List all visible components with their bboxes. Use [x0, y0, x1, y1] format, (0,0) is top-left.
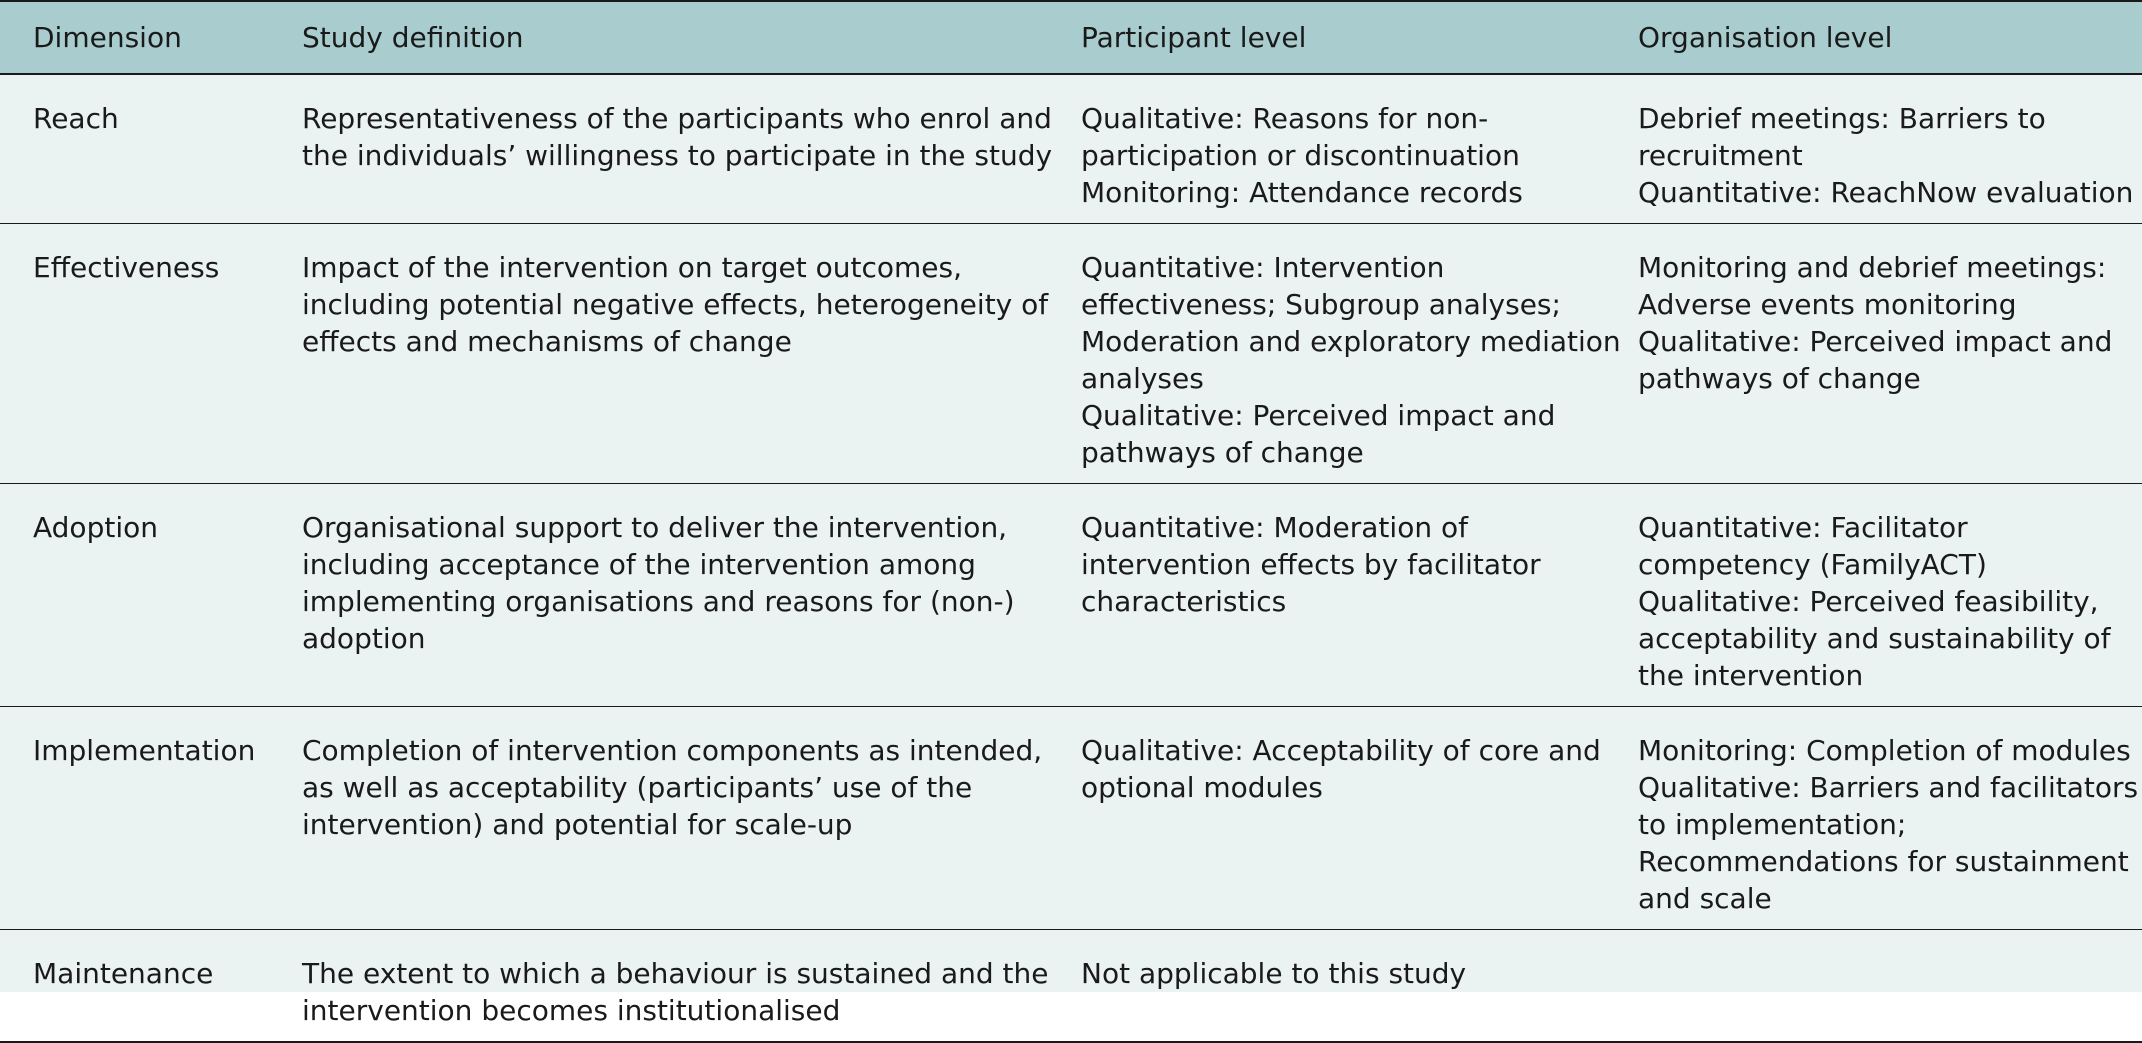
table-row-reach	[0, 74, 2142, 224]
cell-dimension: Effectiveness	[0, 224, 290, 484]
participant-item: Qualitative: Reasons for non-participation or discontinuation	[1081, 102, 1520, 172]
cell-participant-level	[1081, 707, 1635, 930]
cell-definition: Completion of intervention components as intended, as well as acceptability (participants’ use of the intervention) and potential for scale-up	[290, 707, 1081, 930]
header-organisation-level: Organisation level	[1635, 1, 2142, 74]
cell-definition: Organisational support to deliver the intervention, including acceptance of the intervention among implementing organisations and reasons for (non-) adoption	[290, 484, 1081, 707]
participant-item: Quantitative: Moderation of intervention effects by facilitator characteristics	[1081, 511, 1541, 618]
cell-dimension: Adoption	[0, 484, 290, 707]
cell-definition: Representativeness of the participants who enrol and the individuals’ willingness to participate in the study	[290, 74, 1081, 224]
header-study-definition: Study definition	[290, 1, 1081, 74]
organisation-item: Qualitative: Perceived impact and pathways of change	[1638, 325, 2113, 395]
organisation-item: Quantitative: Facilitator competency (FamilyACT)	[1638, 511, 1987, 581]
table-row-adoption	[0, 484, 2142, 707]
cell-definition: The extent to which a behaviour is sustained and the intervention becomes institutionalised	[290, 930, 1081, 1043]
participant-item: Qualitative: Acceptability of core and optional modules	[1081, 734, 1601, 804]
cell-organisation-level	[1635, 930, 2142, 1043]
cell-organisation-level	[1635, 707, 2142, 930]
table-body	[0, 74, 2142, 1042]
organisation-item: Qualitative: Barriers and facilitators to implementation; Recommendations for sustainment and scale	[1638, 771, 2139, 915]
organisation-item: Qualitative: Perceived feasibility, acceptability and sustainability of the intervention	[1638, 585, 2111, 692]
cell-definition: Impact of the intervention on target outcomes, including potential negative effects, heterogeneity of effects and mechanisms of change	[290, 224, 1081, 484]
cell-participant-level	[1081, 930, 1635, 1043]
participant-item: Quantitative: Intervention effectiveness; Subgroup analyses; Moderation and exploratory mediation analyses	[1081, 251, 1621, 395]
cell-dimension: Reach	[0, 74, 290, 224]
cell-participant-level	[1081, 484, 1635, 707]
cell-organisation-level	[1635, 224, 2142, 484]
cell-organisation-level	[1635, 484, 2142, 707]
table-row-effectiveness	[0, 224, 2142, 484]
organisation-item: Debrief meetings: Barriers to recruitment	[1638, 102, 2046, 172]
participant-item: Not applicable to this study	[1081, 957, 1467, 990]
header-participant-level: Participant level	[1081, 1, 1635, 74]
table-row-maintenance	[0, 930, 2142, 1043]
table-header	[0, 1, 2142, 74]
cell-dimension: Implementation	[0, 707, 290, 930]
organisation-item: Quantitative: ReachNow evaluation	[1638, 176, 2134, 209]
table-row-implementation	[0, 707, 2142, 930]
participant-item: Qualitative: Perceived impact and pathways of change	[1081, 399, 1556, 469]
header-dimension: Dimension	[0, 1, 290, 74]
organisation-item: Monitoring: Completion of modules	[1638, 734, 2131, 767]
header-row	[0, 1, 2142, 74]
cell-participant-level	[1081, 224, 1635, 484]
cell-organisation-level	[1635, 74, 2142, 224]
cell-dimension: Maintenance	[0, 930, 290, 1043]
organisation-item: Monitoring and debrief meetings: Adverse events monitoring	[1638, 251, 2107, 321]
participant-item: Monitoring: Attendance records	[1081, 176, 1523, 209]
cell-participant-level	[1081, 74, 1635, 224]
